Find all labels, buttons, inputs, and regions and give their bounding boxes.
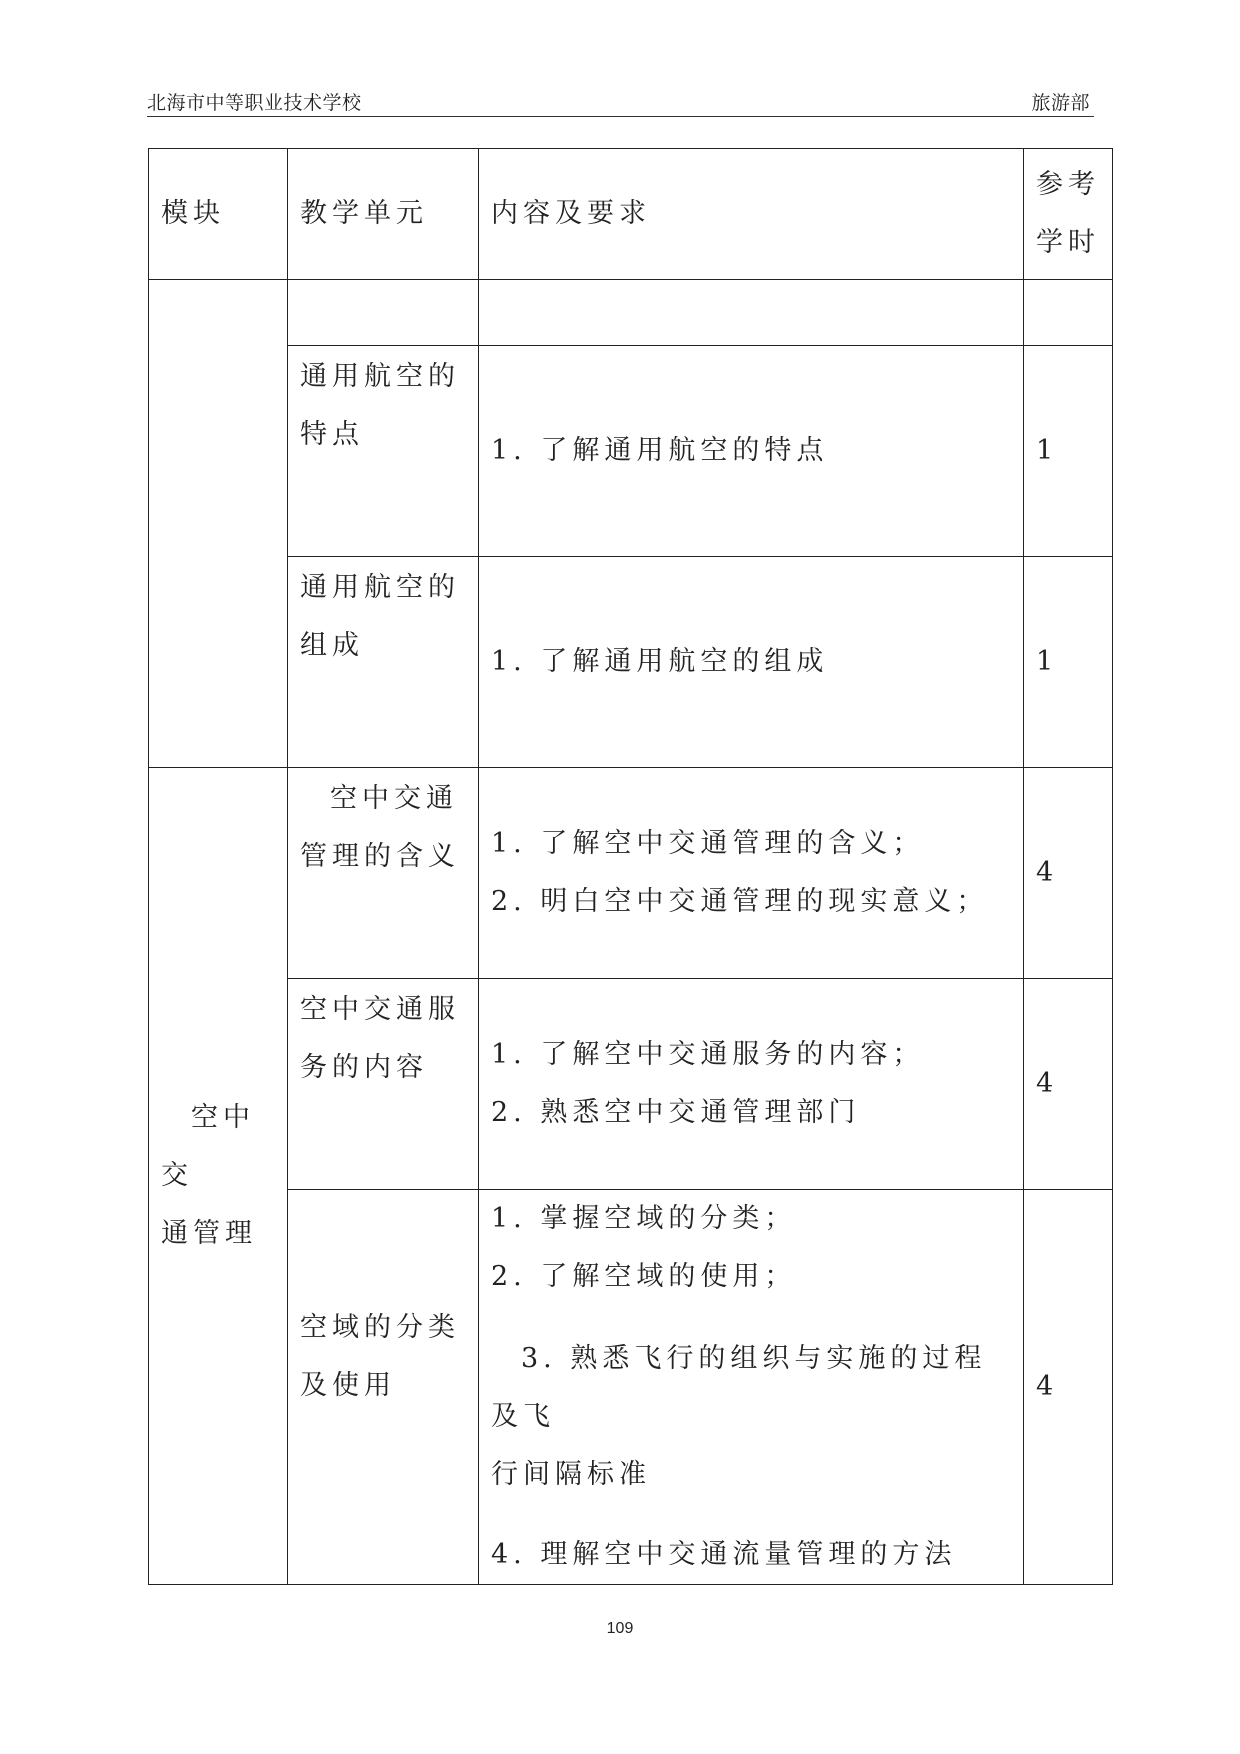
content-item: 1. 了解通用航空的组成: [491, 646, 829, 677]
department-name: 旅游部: [1031, 92, 1090, 114]
unit-cell: [288, 768, 479, 979]
page-header: [147, 86, 1094, 117]
page-number: 109: [606, 1620, 634, 1637]
content-item: 4. 理解空中交通流量管理的方法: [491, 1539, 957, 1570]
unit-cell-empty: [288, 280, 479, 346]
hours-cell: 4: [1024, 979, 1113, 1190]
module-cell-empty: [149, 280, 288, 768]
unit-line: 务的内容: [300, 1052, 428, 1083]
content-item: 1. 了解通用航空的特点: [491, 435, 829, 466]
unit-cell: [288, 979, 479, 1190]
unit-cell: [288, 346, 479, 557]
unit-line: 空域的分类: [300, 1312, 460, 1343]
hours-cell-empty: [1024, 280, 1113, 346]
content-item: 1. 掌握空域的分类；: [491, 1203, 797, 1234]
unit-line: 组成: [300, 630, 364, 661]
table-header-row: [149, 149, 1113, 280]
content-cell: [479, 1190, 1024, 1585]
content-item: 2. 熟悉空中交通管理部门: [491, 1097, 861, 1128]
table-row: [149, 280, 1113, 346]
unit-line: 空中交通服: [300, 994, 460, 1025]
unit-line: 通用航空的: [300, 572, 460, 603]
col-header-content: 内容及要求: [479, 149, 1024, 280]
unit-cell: [288, 1190, 479, 1585]
module-line: 通管理: [161, 1218, 257, 1249]
content-cell-empty: [479, 280, 1024, 346]
col-header-unit: 教学单元: [288, 149, 479, 280]
col-header-module: 模块: [149, 149, 288, 280]
module-line: 空中交: [161, 1102, 255, 1191]
school-name: 北海市中等职业技术学校: [147, 92, 362, 114]
content-cell: [479, 979, 1024, 1190]
content-item: 1. 了解空中交通管理的含义；: [491, 828, 925, 859]
unit-line: 管理的含义: [300, 841, 460, 872]
unit-cell: [288, 557, 479, 768]
unit-line: 特点: [300, 419, 364, 450]
table-row: [149, 768, 1113, 979]
table-row: [149, 979, 1113, 1190]
unit-line: 通用航空的: [300, 361, 460, 392]
table-row: [149, 1190, 1113, 1585]
content-item: 2. 明白空中交通管理的现实意义；: [491, 886, 989, 917]
unit-line: 空中交通: [330, 783, 458, 814]
module-cell: [149, 768, 288, 1585]
content-cell: [479, 768, 1024, 979]
content-item: 1. 了解空中交通服务的内容；: [491, 1039, 925, 1070]
content-item: 3. 熟悉飞行的组织与实施的过程及飞: [491, 1343, 987, 1432]
col-header-hours-line1: 参考: [1036, 169, 1100, 200]
hours-cell: 4: [1024, 1190, 1113, 1585]
table-row: [149, 557, 1113, 768]
content-item: 行间隔标准: [491, 1459, 651, 1490]
curriculum-table: [148, 148, 1113, 1585]
col-header-hours-line2: 学时: [1036, 227, 1100, 258]
hours-cell: 4: [1024, 768, 1113, 979]
content-item: 2. 了解空域的使用；: [491, 1261, 797, 1292]
hours-cell: 1: [1024, 557, 1113, 768]
content-cell: [479, 346, 1024, 557]
hours-cell: 1: [1024, 346, 1113, 557]
content-cell: [479, 557, 1024, 768]
unit-line: 及使用: [300, 1370, 396, 1401]
col-header-hours: [1024, 149, 1113, 280]
table-row: [149, 346, 1113, 557]
